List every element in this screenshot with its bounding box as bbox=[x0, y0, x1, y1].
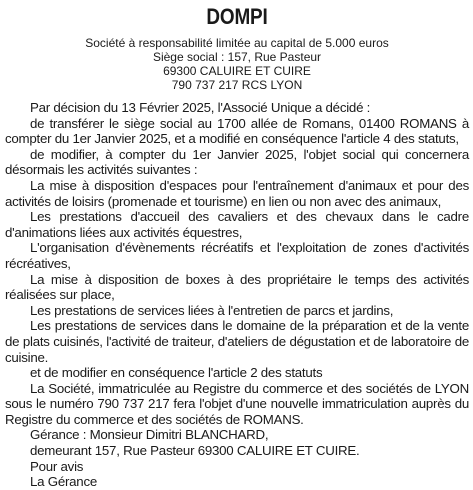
activity-parks-gardens: Les prestations de services liées à l'entretien de parcs et jardins, bbox=[30, 302, 394, 318]
notice-body bbox=[5, 100, 469, 490]
activity-boxes-rental: La mise à disposition de boxes à des propriétaire le temps des activités réalisées sur place, bbox=[5, 271, 469, 303]
activity-catering: Les prestations de services dans le domaine de la préparation et de la vente de plats cuisinés, l'activité de traiteur, d'ateliers de dégustation et de laboratoire de cuisine. bbox=[5, 318, 469, 365]
decision-intro: Par décision du 13 Février 2025, l'Associé Unique a décidé : bbox=[30, 100, 371, 115]
registered-office-city: 69300 CALUIRE ET CUIRE bbox=[163, 64, 311, 78]
pour-avis: Pour avis bbox=[30, 458, 84, 474]
activity-animal-spaces: La mise à disposition d'espaces pour l'entraînement d'animaux et pour des activités de loisirs (promenade et tourisme) en lien ou non avec des animaux, bbox=[5, 177, 469, 209]
paragraph-transfer-office: de transférer le siège social au 1700 allée de Romans, 01400 ROMANS à compter du 1er Janvier 2025, et a modifié en conséquence l'article 4 des statuts, bbox=[5, 115, 469, 147]
registered-office-line: Siège social : 157, Rue Pasteur bbox=[152, 50, 322, 64]
rcs-number: 790 737 217 RCS LYON bbox=[171, 78, 303, 92]
company-name-title: DOMPI bbox=[206, 4, 268, 29]
activity-equestrian-hosting: Les prestations d'accueil des cavaliers et des chevaux dans le cadre d'animations liées aux activités équestres, bbox=[5, 209, 469, 240]
paragraph-modify-purpose: de modifier, à compter du 1er Janvier 2025, l'objet social qui concernera désormais les activités suivantes : bbox=[5, 146, 469, 178]
management-name: Gérance : Monsieur Dimitri BLANCHARD, bbox=[30, 427, 269, 443]
paragraph-article-2: et de modifier en conséquence l'article 2 des statuts bbox=[30, 365, 323, 381]
company-header bbox=[5, 36, 469, 92]
company-legal-form: Société à responsabilité limitée au capital de 5.000 euros bbox=[85, 36, 389, 50]
management-address: demeurant 157, Rue Pasteur 69300 CALUIRE ET CUIRE. bbox=[30, 443, 360, 459]
activity-recreational-events: L'organisation d'évènements récréatifs et l'exploitation de zones d'activités récréatives, bbox=[5, 240, 469, 271]
signature-la-gerance: La Gérance bbox=[30, 474, 97, 490]
paragraph-registration: La Société, immatriculée au Registre du commerce et des sociétés de LYON sous le numéro 790 737 217 fera l'objet d'une nouvelle immatriculation auprès du Registre du commerce et des sociétés de ROMANS. bbox=[5, 380, 469, 427]
legal-notice bbox=[5, 4, 469, 490]
